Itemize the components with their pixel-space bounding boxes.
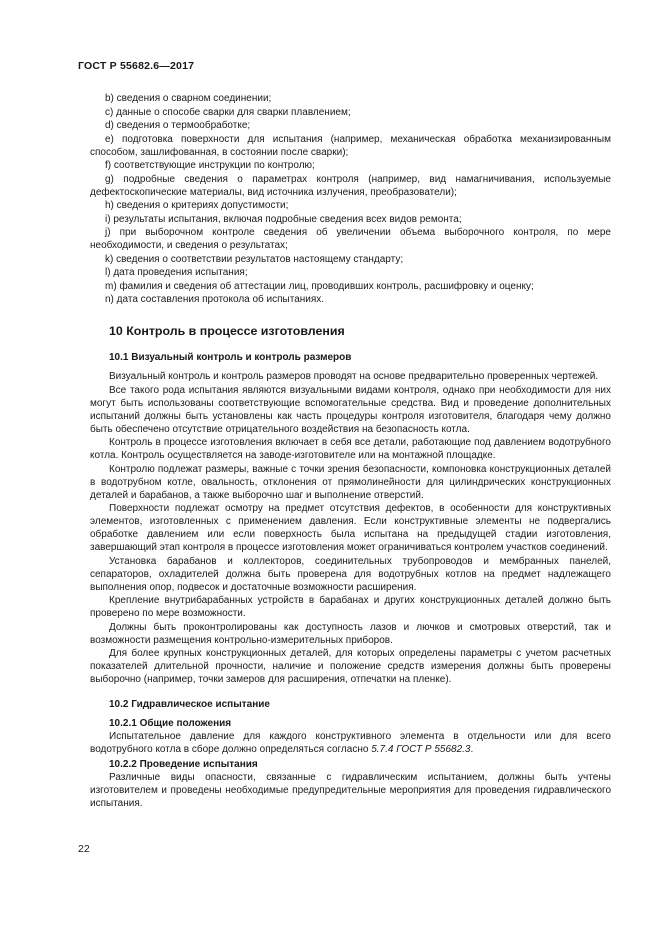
subsection-title: 10.1 Визуальный контроль и контроль размеров — [109, 352, 352, 363]
list-item: i) результаты испытания, включая подробные сведения всех видов ремонта; — [105, 213, 462, 225]
clause-title: 10.2.1 Общие положения — [109, 718, 232, 729]
protocol-list — [90, 92, 611, 306]
list-item: g) подробные сведения о параметрах контроля (например, вид намагничивания, используемые дефектоскопические материалы, вид источника излучения, преобразователи); — [90, 173, 611, 198]
paragraph: Контролю подлежат размеры, важные с точки зрения безопасности, компоновка конструкционных деталей в водотрубном котле, овальность, отклонения от прямолинейности для цилиндрических конструкционных деталей и барабанов, а также выборочно шаг и выполнение отверстий. — [90, 463, 611, 501]
list-item: e) подготовка поверхности для испытания (например, механическая обработка механизированным способом, зашлифованная, в состоянии после сварки); — [90, 133, 611, 158]
subsection-title: 10.2 Гидравлическое испытание — [109, 699, 270, 710]
list-item: n) дата составления протокола об испытаниях. — [105, 294, 325, 305]
paragraph: Установка барабанов и коллекторов, соединительных трубопроводов и мембранных панелей, сепараторов, охладителей должна быть проверена для водотрубных котлов на предмет надлежащего выполнения опор, подвесок и достаточные возможности расширения. — [90, 555, 611, 593]
section-title: 10 Контроль в процессе изготовления — [109, 324, 345, 338]
list-item: h) сведения о критериях допустимости; — [105, 200, 289, 211]
paragraph-end: . — [470, 744, 474, 755]
clause-title: 10.2.2 Проведение испытания — [109, 759, 258, 770]
running-header: ГОСТ Р 55682.6—2017 — [78, 60, 195, 72]
page-number: 22 — [78, 843, 90, 855]
list-item: j) при выборочном контроле сведения об увеличении объема выборочного контроля, по мере необходимости, и сведения о результатах; — [90, 227, 611, 251]
paragraph: Должны быть проконтролированы как доступность лазов и лючков и смотровых отверстий, так и возможности размещения контрольно-измерительных приборов. — [90, 621, 611, 646]
paragraph-text: Испытательное давление для каждого конструктивного элемента в отдельности или для всего водотрубного котла в сборе должно определяться согласно — [90, 731, 611, 755]
list-item: k) сведения о соответствии результатов настоящему стандарту; — [105, 253, 404, 265]
paragraph: Крепление внутрибарабанных устройств в барабанах и других конструкционных деталей должно быть проверено по мере возможности. — [90, 595, 611, 619]
paragraph: Визуальный контроль и контроль размеров проводят на основе предварительно проверенных чертежей. — [109, 371, 599, 382]
paragraph: Для более крупных конструкционных деталей, для которых определены параметры с учетом расчетных показателей длительной прочности, наличие и положение средств измерения должны быть проверены выборочно (например, точки замеров для расширения, отпечатки на пленке). — [90, 648, 611, 685]
list-item: m) фамилия и сведения об аттестации лиц, проводивших контроль, расшифровку и оценку; — [105, 280, 534, 292]
paragraph: Контроль в процессе изготовления включает в себя все детали, работающие под давлением водотрубного котла. Контроль осуществляется на заводе-изготовителе или на монтажной площадке. — [90, 437, 611, 461]
list-item: c) данные о способе сварки для сварки плавлением; — [105, 106, 351, 118]
page-content — [90, 92, 611, 811]
paragraph: Различные виды опасности, связанные с гидравлическим испытанием, должны быть учтены изготовителем и проведены необходимые предупредительные мероприятия для проведения гидравлического испытания. — [90, 772, 611, 809]
list-item: f) соответствующие инструкции по контролю; — [105, 160, 315, 171]
paragraph: Поверхности подлежат осмотру на предмет отсутствия дефектов, в особенности для конструктивных элементов, изготовленных с применением давления. Если конструктивные элементы не подвергались обработке давлением или если поверхность была испытана на предыдущей стадии изготовления, завершающий этап контроля в процессе изготовления может ограничиваться контролем участков соединений. — [90, 503, 611, 553]
paragraph: Все такого рода испытания являются визуальными видами контроля, однако при необходимости для них могут быть использованы соответствующие вспомогательные средства. Вид и проведение дополнительных испытаний должны быть установлены как часть процедуры контроля изготовителя, благодаря чему должно быть обеспечено отсутствие отрицательного воздействия на безопасность котла. — [90, 384, 611, 435]
paragraph — [90, 730, 611, 756]
standard-reference-link[interactable]: 5.7.4 ГОСТ Р 55682.3 — [371, 744, 471, 755]
list-item: l) дата проведения испытания; — [105, 267, 248, 278]
list-item: d) сведения о термообработке; — [105, 120, 251, 131]
list-item: b) сведения о сварном соединении; — [105, 93, 272, 104]
